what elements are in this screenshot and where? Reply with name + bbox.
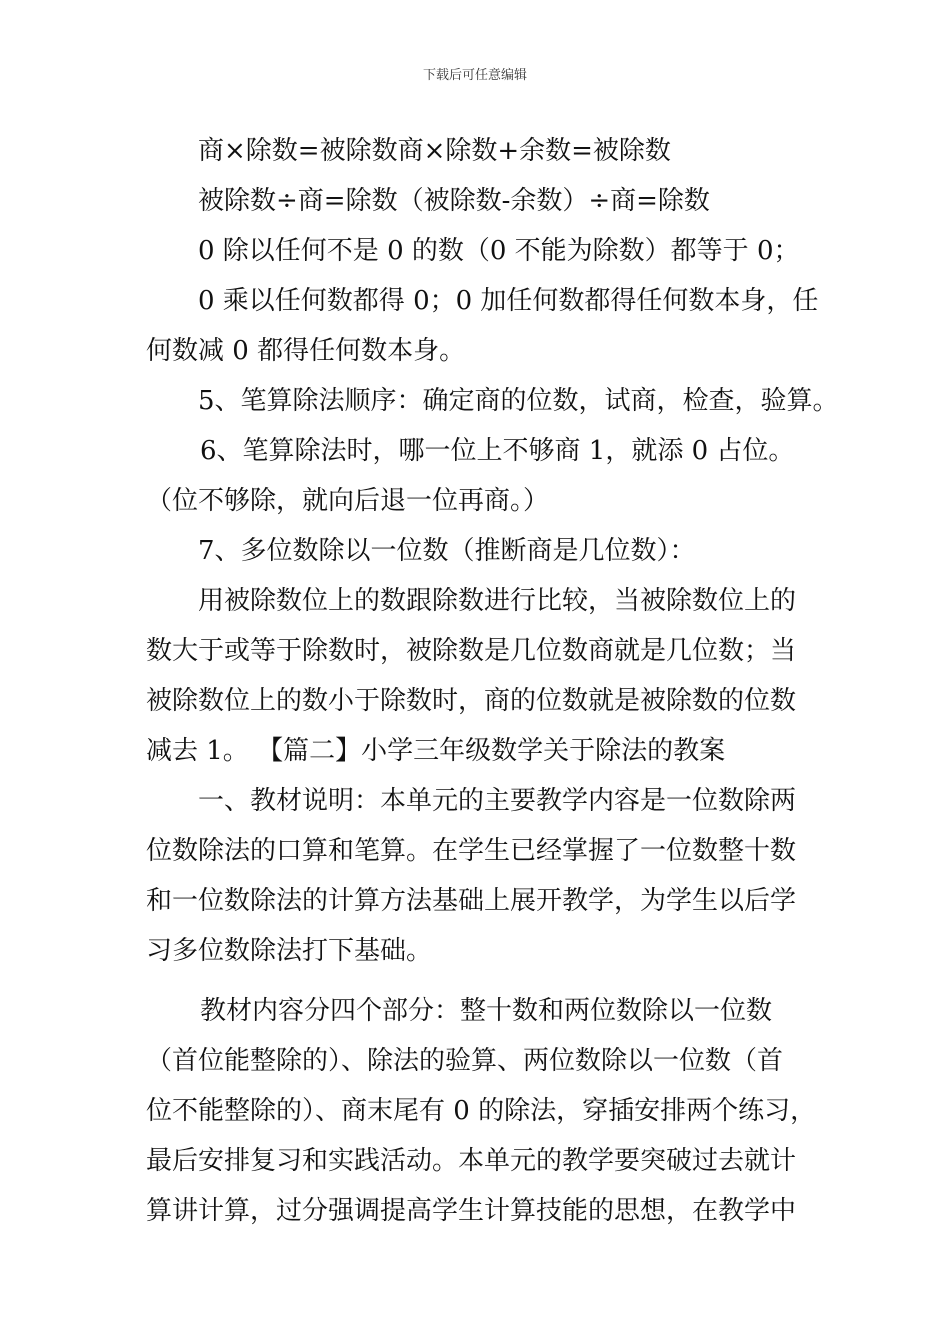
- page-header-note: 下载后可任意编辑: [422, 68, 527, 83]
- text-line-9: 7、多位数除以一位数（推断商是几位数）：: [198, 536, 696, 566]
- text-line-6: 5、笔算除法顺序：确定商的位数，试商，检查，验算。: [198, 386, 839, 416]
- text-line-2: 被除数÷商=除数（被除数-余数）÷商=除数: [198, 186, 710, 216]
- text-line-15: 位数除法的口算和笔算。在学生已经掌握了一位数整十数: [146, 836, 797, 866]
- text-line-7: 6、笔算除法时，哪一位上不够商 1，就添 0 占位。: [200, 436, 795, 466]
- text-line-10: 用被除数位上的数跟除数进行比较，当被除数位上的: [198, 586, 797, 616]
- text-line-16: 和一位数除法的计算方法基础上展开教学，为学生以后学: [146, 886, 797, 916]
- document-body: [146, 126, 839, 1236]
- text-line-18: 教材内容分四个部分：整十数和两位数除以一位数: [200, 996, 773, 1026]
- text-line-14: 一、教材说明：本单元的主要教学内容是一位数除两: [198, 786, 797, 816]
- text-line-17: 习多位数除法打下基础。: [146, 936, 433, 966]
- text-line-12: 被除数位上的数小于除数时，商的位数就是被除数的位数: [146, 686, 797, 716]
- text-line-11: 数大于或等于除数时，被除数是几位数商就是几位数；当: [146, 636, 797, 666]
- text-line-19: （首位能整除的）、除法的验算、两位数除以一位数（首: [146, 1046, 784, 1076]
- text-line-4: 0 乘以任何数都得 0；0 加任何数都得任何数本身，任: [198, 286, 819, 316]
- text-line-3: 0 除以任何不是 0 的数（0 不能为除数）都等于 0；: [198, 236, 800, 266]
- text-line-13: 减去 1。 【篇二】小学三年级数学关于除法的教案: [146, 736, 726, 766]
- text-line-22: 算讲计算，过分强调提高学生计算技能的思想，在教学中: [146, 1196, 797, 1226]
- text-line-8: （位不够除，就向后退一位再商。）: [146, 486, 550, 516]
- text-line-20: 位不能整除的）、商末尾有 0 的除法，穿插安排两个练习，: [146, 1096, 817, 1126]
- text-line-1: 商×除数=被除数商×除数+余数=被除数: [198, 136, 671, 166]
- text-line-5: 何数减 0 都得任何数本身。: [146, 336, 466, 366]
- text-line-21: 最后安排复习和实践活动。本单元的教学要突破过去就计: [146, 1146, 797, 1176]
